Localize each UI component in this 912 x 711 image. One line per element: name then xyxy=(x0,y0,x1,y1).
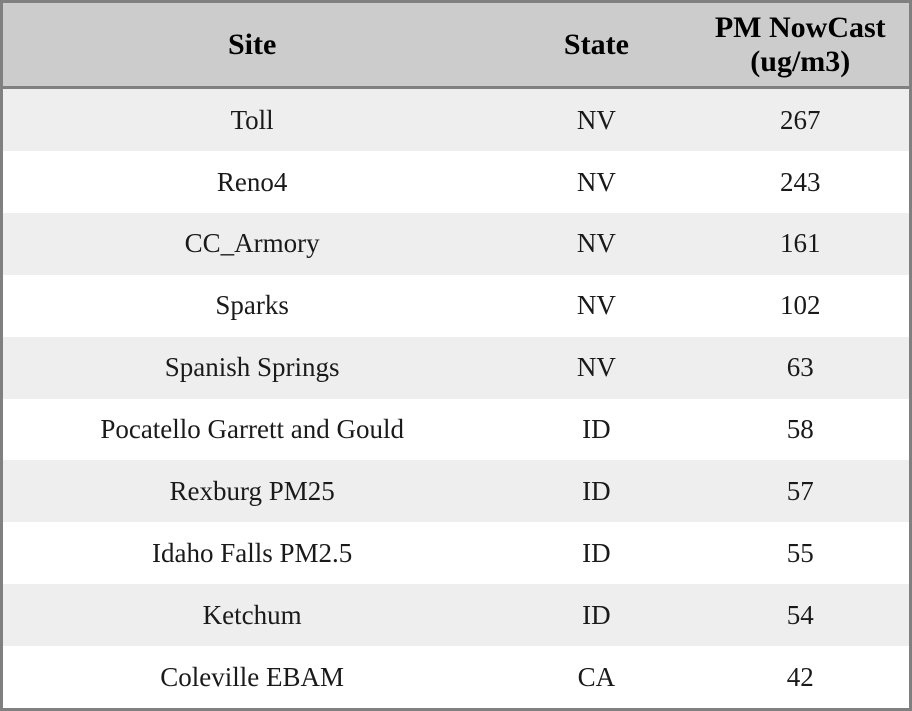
table-row xyxy=(3,646,909,708)
table-row xyxy=(3,522,909,584)
cell-site: Rexburg PM25 xyxy=(169,475,335,506)
air-quality-table xyxy=(3,3,909,708)
cell-state: NV xyxy=(576,166,616,197)
table-header xyxy=(3,3,909,88)
cell-value: 63 xyxy=(786,352,814,383)
cell-value: 54 xyxy=(786,599,814,630)
cell-site: Ketchum xyxy=(202,599,302,630)
cell-site: CC_Armory xyxy=(184,228,320,259)
cell-site: Sparks xyxy=(215,290,289,321)
cell-site: Reno4 xyxy=(216,166,288,197)
cell-site: Spanish Springs xyxy=(164,352,340,383)
cell-value: 42 xyxy=(786,661,814,692)
column-header-site: Site xyxy=(3,3,501,88)
table-header-row xyxy=(3,3,909,88)
cell-site: Coleville EBAM xyxy=(160,661,345,692)
table-row xyxy=(3,275,909,337)
table-row xyxy=(3,399,909,461)
cell-value: 58 xyxy=(786,414,814,445)
cell-site: Idaho Falls PM2.5 xyxy=(152,537,353,568)
column-header-state: State xyxy=(501,3,691,88)
column-header-pm-nowcast: PM NowCast (ug/m3) xyxy=(692,3,909,88)
table-row xyxy=(3,151,909,213)
cell-site: Toll xyxy=(230,104,274,135)
cell-site: Pocatello Garrett and Gould xyxy=(100,414,404,445)
cell-state: NV xyxy=(576,352,616,383)
table-row xyxy=(3,213,909,275)
cell-state: NV xyxy=(576,290,616,321)
table-row xyxy=(3,88,909,151)
cell-state: ID xyxy=(582,414,611,445)
cell-value: 243 xyxy=(780,166,821,197)
table-row xyxy=(3,584,909,646)
cell-state: ID xyxy=(582,537,611,568)
cell-state: NV xyxy=(576,228,616,259)
cell-value: 55 xyxy=(786,537,814,568)
table-row xyxy=(3,460,909,522)
table-body xyxy=(3,88,909,708)
cell-state: NV xyxy=(576,104,616,135)
cell-value: 102 xyxy=(780,290,821,321)
cell-state: CA xyxy=(577,661,616,692)
cell-value: 161 xyxy=(780,228,821,259)
table-row xyxy=(3,337,909,399)
cell-value: 57 xyxy=(786,475,814,506)
cell-state: ID xyxy=(582,599,611,630)
cell-value: 267 xyxy=(780,104,821,135)
cell-state: ID xyxy=(582,475,611,506)
